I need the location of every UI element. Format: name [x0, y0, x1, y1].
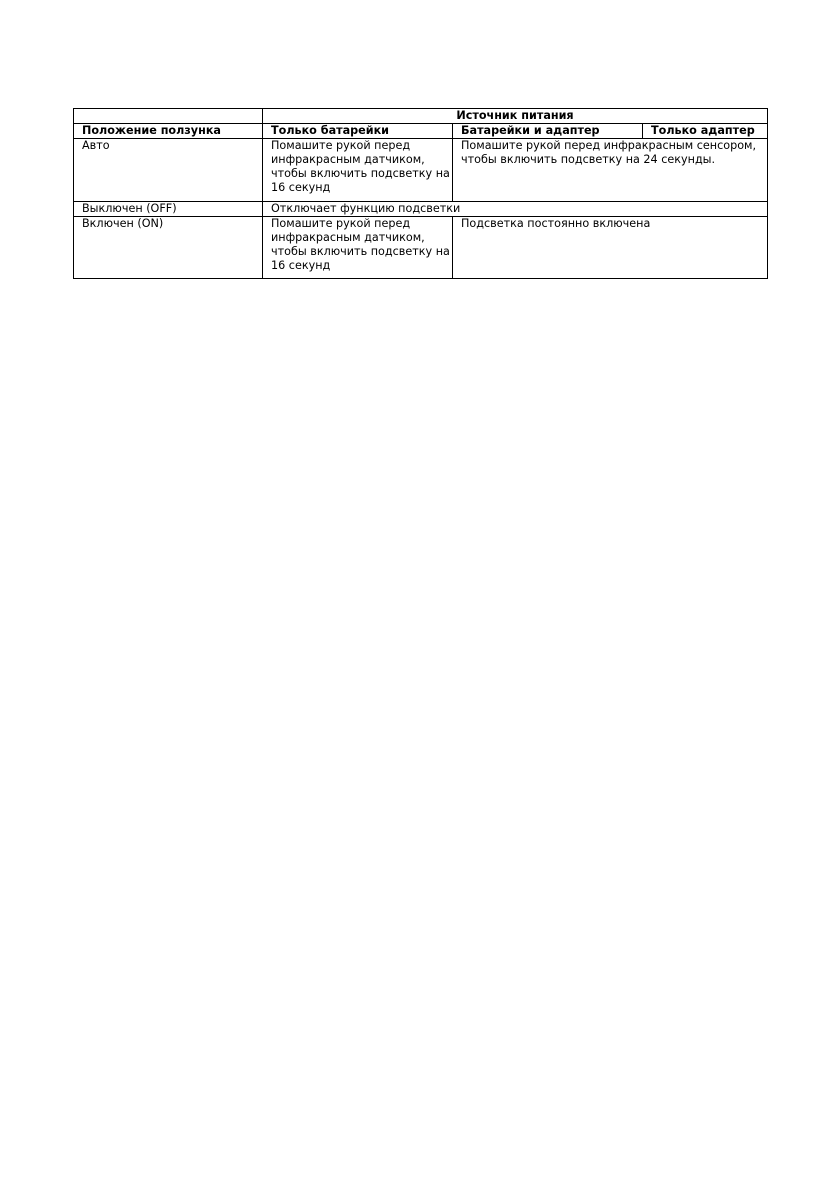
column-header-adapter-only: Только адаптер — [643, 124, 768, 139]
power-source-header: Источник питания — [263, 109, 768, 124]
table-row — [74, 202, 768, 217]
column-header-batteries-only: Только батарейки — [263, 124, 453, 139]
backlight-settings-table — [73, 108, 768, 279]
table-group-header-row — [74, 109, 768, 124]
row-position-cell: Авто — [74, 139, 263, 202]
table-row — [74, 139, 768, 202]
row-adapter-cell: Помашите рукой перед инфракрасным сенсором, чтобы включить подсветку на 24 секунды. — [453, 139, 768, 202]
column-header-slider-position: Положение ползунка — [74, 124, 263, 139]
table-header-row — [74, 124, 768, 139]
table-row — [74, 217, 768, 279]
row-position-cell: Включен (ON) — [74, 217, 263, 279]
row-batteries-only-cell: Помашите рукой перед инфракрасным датчиком, чтобы включить подсветку на 16 секунд — [263, 217, 453, 279]
row-batteries-only-cell: Помашите рукой перед инфракрасным датчиком, чтобы включить подсветку на 16 секунд — [263, 139, 453, 202]
column-header-batteries-and-adapter: Батарейки и адаптер — [453, 124, 643, 139]
row-all-sources-cell: Отключает функцию подсветки — [263, 202, 768, 217]
empty-corner-cell — [74, 109, 263, 124]
row-adapter-cell: Подсветка постоянно включена — [453, 217, 768, 279]
row-position-cell: Выключен (OFF) — [74, 202, 263, 217]
